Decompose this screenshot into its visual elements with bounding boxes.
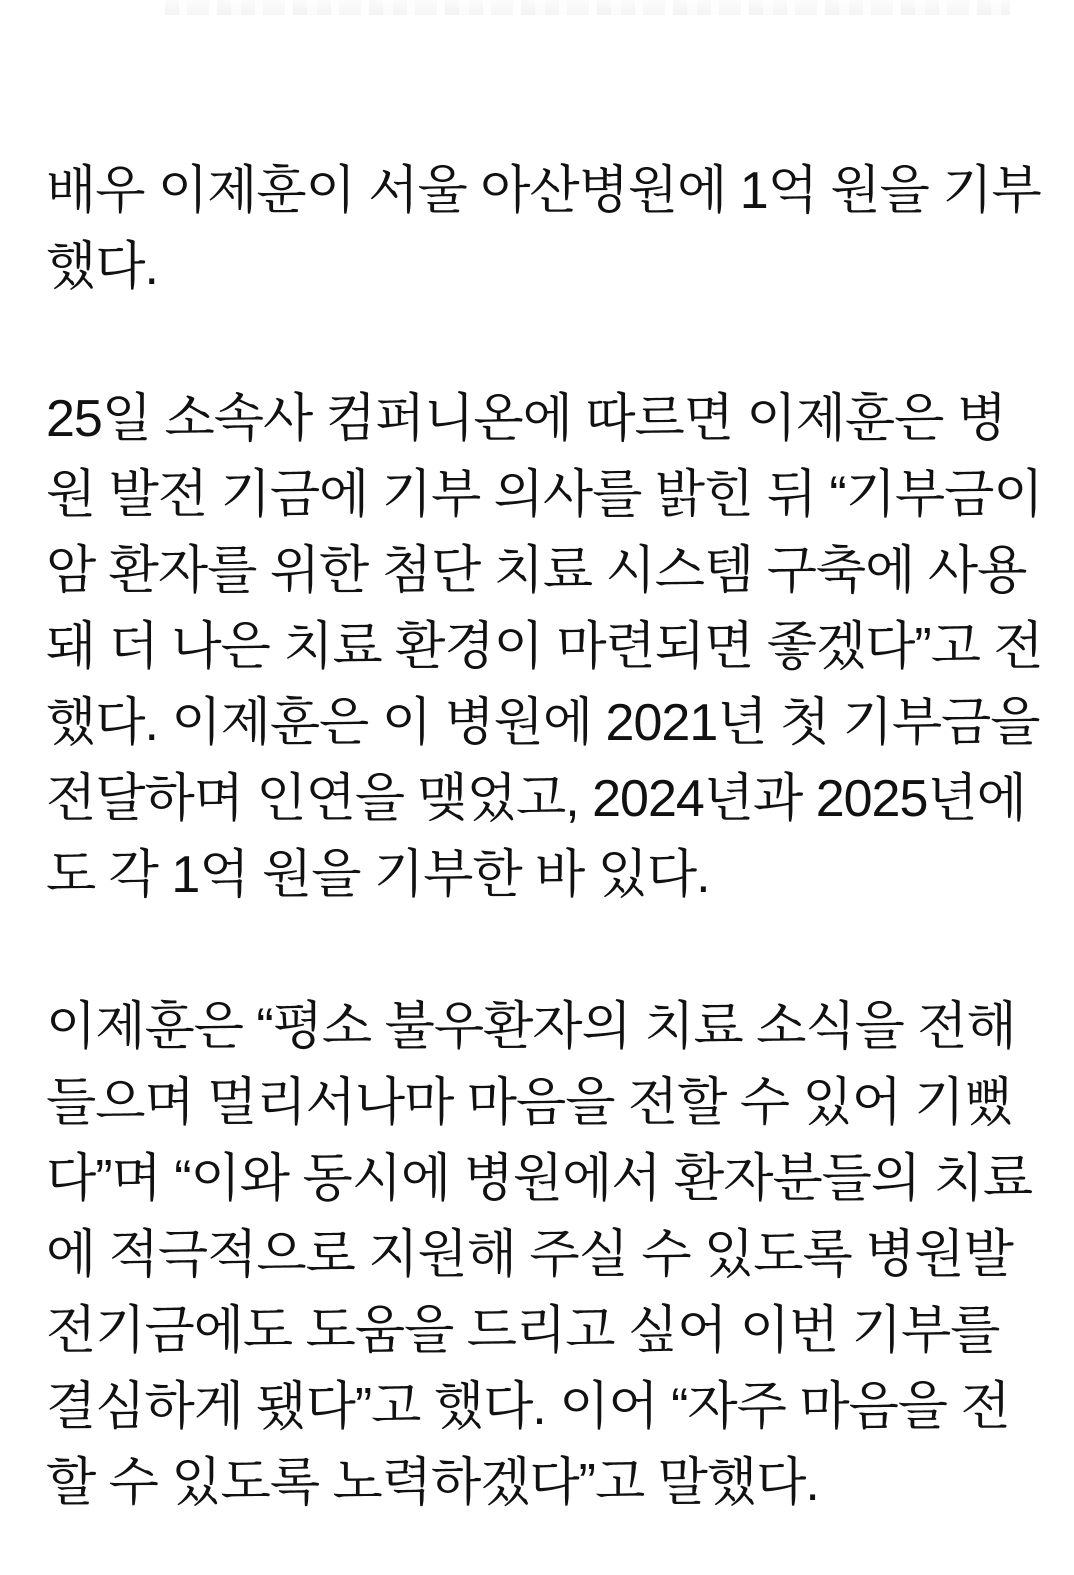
- text-line: 들으며 멀리서나마 마음을 전할 수 있어 기뻤: [46, 1074, 1013, 1132]
- text-line: 했다. 이제훈은 이 병원에 2021년 첫 기부금을: [46, 694, 1040, 752]
- text-line: 도 각 1억 원을 기부한 바 있다.: [46, 846, 710, 904]
- text-line: 결심하게 됐다”고 했다. 이어 “자주 마음을 전: [46, 1378, 1010, 1436]
- paragraph-donation-details: [46, 381, 1043, 913]
- text-line: 전기금에도 도움을 드리고 싶어 이번 기부를: [46, 1302, 1000, 1360]
- text-line: 25일 소속사 컴퍼니온에 따르면 이제훈은 병: [46, 390, 1007, 448]
- article-body: [46, 153, 1043, 1521]
- paragraph-lede: [46, 153, 1041, 305]
- text-line: 다”며 “이와 동시에 병원에서 환자분들의 치료: [46, 1150, 1033, 1208]
- text-line: 배우 이제훈이 서울 아산병원에 1억 원을 기부: [46, 162, 1041, 220]
- cropped-text-remnant: [165, 0, 1010, 15]
- text-line: 에 적극적으로 지원해 주실 수 있도록 병원발: [46, 1226, 1013, 1284]
- text-line: 원 발전 기금에 기부 의사를 밝힌 뒤 “기부금이: [46, 466, 1043, 524]
- text-line: 이제훈은 “평소 불우환자의 치료 소식을 전해: [46, 998, 1016, 1056]
- text-line: 할 수 있도록 노력하겠다”고 말했다.: [46, 1454, 819, 1512]
- text-line: 돼 더 나은 치료 환경이 마련되면 좋겠다”고 전: [46, 618, 1043, 676]
- text-line: 전달하며 인연을 맺었고, 2024년과 2025년에: [46, 770, 1026, 828]
- text-line: 했다.: [46, 238, 158, 296]
- text-line: 암 환자를 위한 첨단 치료 시스템 구축에 사용: [46, 542, 1027, 600]
- paragraph-quote: [46, 989, 1033, 1521]
